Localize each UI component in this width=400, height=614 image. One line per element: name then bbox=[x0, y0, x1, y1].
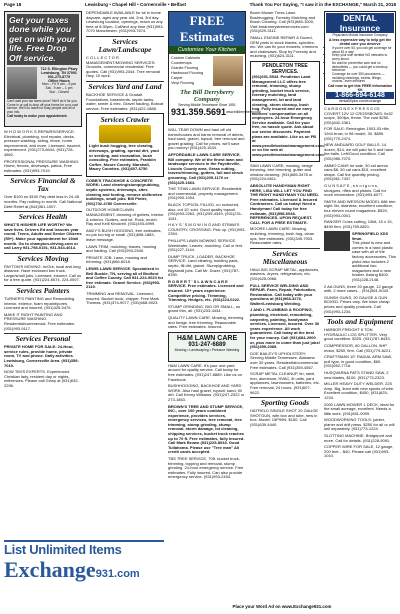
section-painters: Services Painters bbox=[4, 285, 82, 295]
tax-ad-address: 712 S. Ellington Pkwy Lewisburg, TN 37091 931-270-8779 bbox=[40, 67, 78, 80]
dental-points-list bbox=[326, 47, 394, 84]
dental-ad-sub: Physicians Mutual Insurance Company bbox=[332, 33, 388, 37]
dental-point: • Coverage for over 350 procedures — including cleanings, exams, fillings, crowns...even dentures bbox=[332, 73, 394, 84]
derryberry-service-list bbox=[171, 56, 211, 88]
springfield-title: SPRINGFIELD XDS 9mm. bbox=[352, 231, 389, 242]
listing-golf-balls: NEW ANDUARD GOLF BALLS. 14 dozen, $14, we will paid for 5 and have the balls. Left/Good condition. Call (931)985-7070. bbox=[324, 142, 394, 161]
listing-tbs-tree: TBS TREE SERVICE, 70ft. bucket truck, trimming, topping and removal, stump grinding. 24-hour emergency service. Free estimates. Fully insured. Can also provide emergency service. (931)993-2454. bbox=[168, 456, 244, 480]
listing-affordable: AFFORDABLE LAWN CARE SERVICE. Bill company. We of the finest lawn and landscape services in the Fayetteville, Lincoln County area. Grass cutting, leaves/trimming, gutters, full and shrub grooming. Call (931)205-1170 or (931)425-1664. bbox=[168, 151, 243, 185]
service-item: Countertops bbox=[171, 61, 192, 65]
section-health: Services Health bbox=[4, 211, 82, 221]
listing-radial-saw: CRAFTSMAN 10" RADIAL ARM SAW, pull type, in good condition, $60. (931)652-7716. bbox=[324, 354, 393, 369]
listing-debt-relief: Over $100 on $100 Pay debt less in 24-48 months. Pay nothing in month. Call National Debt Relief at (844)361-1007. bbox=[4, 194, 82, 209]
derryberry-company: The Bill Derryberry Company bbox=[180, 89, 234, 103]
listing-outdoor: OUTDOOR HOMECLAWN MANAGEMENT, cleaning of gutters, interior & exterior. Gutters, and lot. Rock, mulch. Ray and Kelli Kinckrell. (931)493-6999. bbox=[86, 207, 164, 227]
springfield-text: This pistol is new and comes in a hard plastic case with all of the factory accessories. This pistol also includes 2 additional two magazines and a new holster. Asking $400. (931)228-2148. bbox=[352, 240, 396, 283]
section-personal: Services Personal bbox=[4, 333, 82, 343]
listing-moore-lawn: MOORE LAWN CARE: Mowing, mulching, trimming, bush hog, clean ups, free estimates. (931)349-7003. Reasonable rates. bbox=[250, 226, 315, 246]
listing-lewis-lawn: LEWIS LAWN SERVICE. Specialized in Bell Buckle, TN, serving all of Bedford and Coffee County. Call 931-224-0023 for free estimate. Gravel Service. (931)993-2119. bbox=[86, 265, 164, 290]
listing-hm-lawn: H&M LAWN CARE. It's your one yard around for quality service. Call today for free estimates. (931)247-6889. Like us on Facebook. bbox=[168, 362, 243, 382]
listing-log-splitter: HARBOR FREIGHT 6 TON HYDRAULIC LOG SPLITTER. Very good condition. $325. (931)787-8433. bbox=[324, 327, 391, 342]
dental-phone: 1-866-694-6148 bbox=[326, 92, 394, 99]
column-3 bbox=[168, 11, 261, 601]
listing-stump: STUMP GRINDING, BIG OR SMALL, no grand thin, all. (931)233-4434. bbox=[168, 303, 241, 314]
exchange-banner-line1: List Unlimited Items bbox=[4, 542, 122, 557]
listing-tims-experts: NOW TIM'S EXPERTS. Experienced Christian lady, resident day or nights, references. Please call Ginny at (931)632-2296. bbox=[4, 369, 79, 388]
kitchen-photo bbox=[213, 56, 243, 86]
section-miscellaneous: Services Miscellaneous bbox=[250, 248, 320, 266]
pendleton-text: (931)691-5543. Pendleton Land Management LLC offers tree removal, trimming, stump grinding, bucket truck service, forestry mulching, land management, lot and land clearing, storm cleanup, bush hog. Fully insured and we carry workers' compensation on all employees. 24-hour Emergency Service available. Call for your free, no hassle quote. Ask about our senior discounts. Payment plans are available. Like us on FB at www.pendletonlandmanagement.com, or on the web at www.pendletonlandmanagement.com. bbox=[252, 73, 325, 158]
listing-roberts: R O B E R T ' S L A W N C A R E SERVICE. Free estimates. Licensed and insured. 10+ years experience. Competitive pricing. Trimming, Trimming, Hedges, etc. (931)224-0222. bbox=[168, 278, 244, 303]
listing-backhoe: BACKHOE SERVICE & Gradall. Foundations, basements, septic tanks, water, sewer & elec. Gravel hauling, Bobcat service. Free estimates. (931)422-1888. bbox=[86, 91, 164, 111]
service-item: Carpet bbox=[171, 76, 183, 80]
service-item: Vinyl Flooring bbox=[171, 81, 194, 85]
header-slogan: Thank You For Saying, "I saw it in the EXCHANGE," March 21, 2018 bbox=[249, 2, 396, 7]
listing-upholstery: DOE BAILEY'S UPHOLSTERY: Serving Middle Tennessee, Alabama over 30 years. Residential/commercial. Free estimates. Call (931)359-4567. bbox=[250, 350, 319, 370]
paper-areas: Lewisburg • Chapel Hill • Cornersville • Belfast bbox=[84, 2, 187, 7]
derryberry-site: www.billderryberry.com bbox=[226, 110, 261, 114]
listing-browns-tree: BROWN'S TREE AND STUMP SERVICE, INC., over 100 years combined experience, provides services, emergency services, tree removal, tree trimming, stump grinding, stump removal, storm damage, lot cleaning, chipping services, bucket truck reaches up to 70 ft. Free estimates, fully insured. Call Mark Brown (931)225-8033. Good Tullahoma. Please use "Tree man" All credit cards accepted. bbox=[168, 403, 245, 455]
listing-crossbows: C A R B O N E X P R E S S CS COVERT 12V 12 CROSSBOWS: 9x32 scope, 300fps, throw. The cost $250. (931)842-3361. bbox=[324, 106, 393, 125]
bobcat-ad-title: Services Crawler bbox=[100, 116, 150, 125]
section-sporting-goods: Sporting Goods bbox=[250, 397, 320, 407]
listing-hays: H A Y S ' S M O W I N G AND STRAW'S COUNTRY, CROSSING: Pick up. (931)993-2354. bbox=[168, 222, 246, 237]
tax-ad-call-today: Call today to make your appointment. bbox=[7, 114, 68, 119]
dental-point: • No wait for preventive care and no deductibles — you could get a checkup tomorrow bbox=[332, 62, 394, 73]
column-1 bbox=[4, 11, 82, 535]
listing-ammo-cans: AMMO CANS for sale, 30 cal ammo cans $8, 50 cal cans $15, excellent shape. Call the quantity pricing. (931)561-7437. bbox=[324, 162, 389, 182]
dental-point: • Keep your own dentist! NO networks to worry about bbox=[332, 54, 394, 61]
listing-ranger: RANGER Cross cutting, 10kit, 15 x 15, $490 firm. (931)759-8821. bbox=[324, 219, 393, 229]
exchange-banner bbox=[4, 540, 164, 608]
dental-ad bbox=[324, 11, 396, 105]
listing-lawn-trim: LAWN TRIM, mulching, leaves, mowing and hauling. Call (931)993-2540. bbox=[86, 243, 157, 254]
derryberry-ad bbox=[168, 11, 261, 125]
dental-ad-title: DENTAL Insurance bbox=[326, 13, 394, 33]
listing-dump-truck: DUMP TRUCK, LOADER, BACKHOE SERVICE. Land clearing, building pads, septic, fill dirt, gravel. Stump/grubbing. Big/small jobs. Call Mr. Dozer. (931)787-8390. bbox=[168, 253, 240, 278]
exchange-brand-suffix: 931.com bbox=[95, 568, 140, 580]
service-item: Custom Cabinets bbox=[171, 56, 201, 60]
dental-site: dental50plus.com/exchange bbox=[338, 99, 382, 104]
listing-cobbs-trackhoe: COBB'S TRACKHOE & CONCRETE WORK: Land clearing/stump/grubbing, septic systems, driveways, sites clearing and footing, remove old/broken buildings, small jobs. Bill Pinter, (931)732-4780 Cornersville. bbox=[86, 177, 163, 206]
listing-trimming: TRIMMING and REMOVAL. Licensed, insured. Bucket truck, chipper. Free Mark Thomas. (931)374-9077, (931)668-9023. bbox=[86, 290, 159, 306]
derryberry-ad-title: FREE Estimates bbox=[169, 12, 245, 46]
tax-ad-photo bbox=[7, 67, 37, 99]
listing-gunsh: GUNSH GUNS, 20 GAUGE & GUN BOXED. Prices vary. We have cheap prices and quality products. Call (931)993-1234. bbox=[324, 294, 390, 314]
listing-pressure-washing: PROFESSIONAL PRESSURE WASHING: Home, fences, driveways, patios. Free estimates. (931)993-7019. bbox=[4, 158, 80, 173]
listing-daycare: DEPENDABLE AVAILABLE for sit in home daycare, ages any year old, 2nd, 3rd day. Lewisburg location, openings, reach us any time at 8:30pm. Call/text any time (931)993-7070 Manchester. (931)993-7674. bbox=[86, 10, 164, 34]
listing-paytons-moving: PAYTON'S MOVING: In/Out, local and long distance. Have enclosed box truck. Large/small jobs. Licensed, insured. Call us for a free quote. (931)224-6574, 224-0007. bbox=[4, 263, 82, 283]
service-item: Hardwood Flooring bbox=[171, 71, 204, 75]
footer-line: Place your Word Ad on www.Exchange931.com bbox=[232, 604, 332, 609]
hm-ad-phone: 931-247-6889 bbox=[188, 341, 226, 348]
tax-ad-headline: Get your taxes done while you get on with your life. Free Drop Off service. bbox=[7, 14, 79, 65]
section-yard: Services Yard and Land bbox=[86, 81, 164, 91]
listing-small-engine: SMALL ENGINE REPAIR & Dozed, OEM parts in stock blades, spindles, etc. We can fix your mowers, trimmers and chainsaws. Stop by Forestry and mulching. (931)624-3111. bbox=[250, 34, 318, 59]
hm-lawn-ad bbox=[168, 332, 246, 362]
listing-compressor: COMPRESSOR, 60 GALLON, 5HP motor, $250, firm. Call (931)779-8221. bbox=[324, 342, 392, 353]
listing-sam-lawn: SAM LAWN CARE, mowing, hedge trimming, tree trimming, gutter and window cleaning. (931)685-3476 or (931)224-6611. bbox=[250, 162, 313, 182]
listing-make-it-right: MAKE IT RIGHT PAINTING AND PRESSURE WASHING. Residential/commercial. Free estimates. (931)993-9117. bbox=[4, 311, 76, 331]
listing-handyman: ABSOLUTE HANDYMAN RIGHT HERE, LISA WILL LET YOU FIND THE RIGHT HANDYMAN YOU NEED. Free estimates. Licensed & Insured Contractors. Call us today! Need a Handyman! Call today for free estimate, (931)598-6048. REFERENCES. UPON REQUEST. CALL FOR A FREE ESTIMATE. bbox=[250, 183, 320, 225]
listing-private-home: PRIVATE HOME FOR SALE: 24-Hour, service rules, provide home, private room, TV and phone. Daily activities. Lewisburg, Cornersville Area. (931)359-7019. bbox=[4, 344, 79, 368]
listing-remington: FOR SALE: Remington 1903-03 rifle, 1944 brow, in 98 model, 30, $895. (931)779-2474. bbox=[324, 126, 390, 141]
listing-jl-plumbing: J AND L PLUMBING & ROOFING, plumbing, electrical, remodeling, carpentry, painting, handyman services. Licensed, insured. Over 30 years experience. All work guaranteed. Call today at the best for your money. Call (931)684-2000 or, plus more to come than just jobs! (931)359-2089. bbox=[250, 307, 321, 350]
dental-point: • If you're over 50, you can get coverage for about $1 a day* bbox=[332, 47, 394, 54]
bobcat-ad-text: Light bush hogging, tree clearing, driveways, grading, spread dirt, yard or seeding, and excavation, bush consoling. Free estimates, Franklin Coffee, Moore County, Marshall, Maury Counties. (931)607-6750 bbox=[89, 143, 159, 172]
listing-boom-mower: Boom Mower Trees Lawn Bushhogging, Forestry Mulching and Brush Clearing. Call (931)685-1000, Visit bmaroneystreeservices.com (931)629-3111. bbox=[250, 10, 316, 34]
listing-hatfield: HATFIELD SINGLE SHOT 20 GAUGE SHOTGUN, with box and tube, new in box. Model: 15P99N. $150. Call (931)639-4440. bbox=[250, 408, 319, 427]
section-moving: Services Moving bbox=[4, 253, 82, 263]
listing-private-job: PRIVATE JOB: Lawn, mowing and trimming. (931)666-6018. bbox=[86, 254, 147, 265]
listing-smith-wesson: SMITH AND WESSON MODEL 686 trim sight 3in, stainless, excellent condition, four eleven round magazines. $525, (931)993-0001. bbox=[324, 198, 396, 218]
listing-black-topsoil: BLACK TOPSOIL FILLED, no rocks/red, also, cut 10' sold. Good quality topsoil. (931)693-2263, (931)205-4349, (931)231-1151. bbox=[168, 201, 243, 221]
column-2 bbox=[86, 11, 164, 531]
column-5 bbox=[324, 11, 396, 601]
listing-gun-safe: G U N S A F E , s h o t g u n s, shotguns, rifles and pistols. Call for more information. (931)993-6077. bbox=[324, 182, 387, 198]
listing-copper-wire: COPPER WIRE FOR SALE, 12 gauge, 200 feet... $40. Please call (931)993-1010. bbox=[324, 444, 394, 459]
listing-who-works: W H O W O R K S REPAIRS/SERVICE: Electrical, plumbing, roof repairs, decks, pressure washing, siding, fence, home improvement, and more. Licensed, insured, experienced. (931)273-8044, (931)728-4862. bbox=[4, 129, 81, 157]
section-financial: Services Financial & Tax bbox=[4, 175, 82, 193]
listing-driving: WHAT'S HIS/HER LIFE WORTH? We save lives. Drivers Ed and lessons year round. Teens, Adults and Senior Citizens (55+). Make your appointment for 19/all month. Go to champion-driving.com or call Larry 931-798-0151, 931-544-4014. bbox=[4, 222, 82, 251]
page-number: Page 18 bbox=[4, 2, 22, 7]
dental-ad-lead: A less expensive way to help get the dental care you deserve bbox=[328, 38, 392, 46]
listing-stand-saw: HUSQVARNA PATS STAND SAW, 2 new blades, $100. (931)773-2323. bbox=[324, 369, 389, 380]
listing-turners-painting: TURNER'S PAINTING and Remodeling. Interior, exterior, foam repaint/pores. Licensed and insured. (931)425-0475. bbox=[4, 296, 76, 311]
derryberry-ad-sub: Customize Your Kitchen bbox=[169, 46, 245, 54]
listing-lawn-mower: 2000 LAWN MOWER 1 DECK, ideal for the small acreage, excellent. Needs a little work. (931)651-0099. bbox=[324, 401, 395, 416]
listing-andys: ANDY'S BUSH HOGGING, free estimates, no job too big or small. (931)698-1883, leave message. bbox=[86, 227, 162, 242]
listing-aa-guns: 2 AA GUNS, three 20 gauge, 12 gauge with, 2 more cases... (931)561-5043. bbox=[324, 283, 393, 294]
section-lawn: Services Lawn/Landscape bbox=[86, 36, 164, 54]
tax-ad-hours-label: Office Hours bbox=[48, 79, 70, 84]
listing-phillips: PHILLIPS LAWN MOWING SERVICE. Weedeater, Leaves, mulching. Call or text. (931)227-1144. bbox=[168, 238, 244, 253]
listing-bushhogging: BUSHHOGGING, BACKHOE AND YARD WORK. Also haul gravel, topsoil, sand, fill dirt. Call Kenny Williams. (931)247-2322 or 273-1863. bbox=[168, 383, 245, 402]
pendleton-title: PENDLETON TREE SERVICES. bbox=[262, 62, 308, 75]
dental-cta: Call now to get this FREE Information Kit bbox=[327, 84, 393, 93]
derryberry-tagline: Serving Middle Tennessee Since 1951 bbox=[178, 103, 236, 107]
hm-ad-sub: Mowing • Landscaping • Pressure Washing bbox=[174, 347, 240, 352]
pendleton-ad bbox=[250, 61, 325, 162]
derryberry-phone: 931.359.5691 bbox=[171, 107, 227, 117]
tax-ad-hours: Mon – Fri 9 am – 5 pm Sat - 9 am – 1 pm Sun - Closed bbox=[41, 82, 77, 94]
tax-ad-small-text: Can't wait your tax taxes done? We'll do it for you. Come in or call to drop off your forms for a no-cost service. We'll do taxes for busy people and all of your info. bbox=[7, 99, 78, 114]
listing-quality: QUALITY LAWN CARE: Mowing, trimming and hedge, tree trimming. Reasonable rates. Free estimates. Insured. bbox=[168, 314, 244, 330]
listing-scrap-cleanup: SCRAP METAL CLEANUP, tin, steel, iron, aluminum, HVAC, lit units, yard appliances, lawnmowers, batteries, etc. Free removal, 24 hours. (931)607-9622. bbox=[250, 371, 320, 395]
section-tools: Tools and Equipment bbox=[324, 316, 396, 326]
hm-ad-title: H&M LAWN CARE bbox=[176, 334, 238, 342]
tax-drop-off-ad bbox=[4, 11, 82, 127]
listing-slotting: SLOTTING MACHINE, Bridgeport and more. Call for details. (931)228-9091. bbox=[324, 433, 393, 443]
bobcat-image bbox=[99, 125, 151, 143]
listing-hauling-scrap: HAULING SCRAP METAL, appliances, washers, dryers, refrigerators, etc. (931)625-0066. bbox=[250, 266, 320, 281]
exchange-brand: Exchange bbox=[4, 557, 96, 582]
page-header bbox=[4, 2, 396, 10]
service-item: Granite Flooring bbox=[171, 66, 199, 70]
listing-collector-mowing: C O L L E C T O R MANAGEMENT/MOWING SERVICES: Grounds, commercial residential. Free quotes. Call (931)993-2344. Tree removal Hwy. 10 work. bbox=[86, 54, 161, 79]
bobcat-ad bbox=[86, 113, 164, 177]
listing-welder: MILLER HEAVY DUTY WELDER. 225 Amp. Big, lined with new spools of wire. Excellent condition, $450, (931)625-1234. bbox=[324, 381, 395, 400]
listing-titan: THE TITAN LAWN SERVICE: Residential and commercial, property management. (931)993-1004. bbox=[168, 186, 242, 201]
springfield-pistol-photo bbox=[324, 231, 350, 251]
listing-tear-down: WILL TEAR DOWN and haul off old barns/houses and barns removal of debris, haul sand, gravel, topsoil, tree removal and gravel grading. Call for prices, we'll save you money! (931)425-1634. bbox=[168, 127, 245, 151]
listing-woodworking: WOODWORKING TOOLS: jointer, planer and drill press. $250 for all or will sell separately. (931)773-1224. bbox=[324, 417, 395, 432]
column-4 bbox=[250, 10, 325, 601]
listing-welding: FULL SERVICE WELDING AND REPAIR. Farm, Repair, Fabrication, Restoration. Call today with your questions at (931)968-3276, Walter/Lewisburg Welding. bbox=[250, 282, 317, 306]
